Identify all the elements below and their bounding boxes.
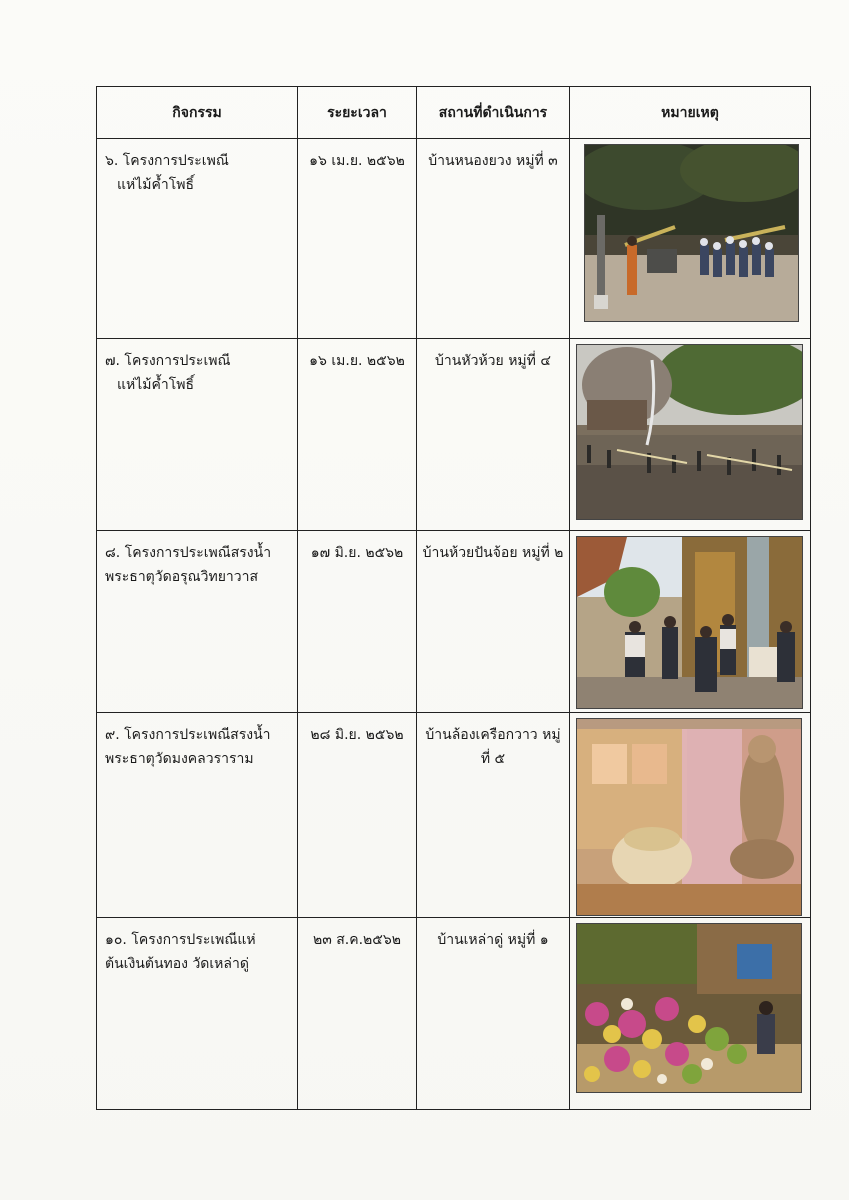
location-line: บ้านหัวห้วย หมู่ที่ ๔ xyxy=(435,353,551,369)
activity-subtitle: แห่ไม้ค้ำโพธิ์ xyxy=(117,177,195,193)
activity-title: ๙. โครงการประเพณีสรงน้ำ xyxy=(105,727,271,743)
location-cell xyxy=(417,713,570,918)
remark-cell xyxy=(570,918,811,1110)
location-line: บ้านเหล่าดู่ หมู่ที่ ๑ xyxy=(437,932,549,948)
location-cell xyxy=(417,531,570,713)
table-row xyxy=(97,139,811,339)
activity-cell xyxy=(97,139,298,339)
event-photo xyxy=(576,344,803,520)
activity-subtitle: พระธาตุวัดอรุณวิทยาวาส xyxy=(105,569,259,585)
activity-date: ๑๖ เม.ย. ๒๕๖๒ xyxy=(309,353,405,369)
activity-title: ๖. โครงการประเพณี xyxy=(105,153,229,169)
remark-cell xyxy=(570,139,811,339)
table-row xyxy=(97,918,811,1110)
activity-title: ๘. โครงการประเพณีสรงน้ำ xyxy=(105,545,272,561)
location-cell xyxy=(417,918,570,1110)
table-row xyxy=(97,339,811,531)
header-activity: กิจกรรม xyxy=(97,87,298,139)
activity-title: ๗. โครงการประเพณี xyxy=(105,353,231,369)
activity-date: ๑๖ เม.ย. ๒๕๖๒ xyxy=(309,153,405,169)
remark-cell xyxy=(570,339,811,531)
location-line: บ้านหนองยวง หมู่ที่ ๓ xyxy=(428,153,558,169)
date-cell xyxy=(298,531,417,713)
header-location: สถานที่ดำเนินการ xyxy=(417,87,570,139)
date-cell xyxy=(298,918,417,1110)
activity-title: ๑๐. โครงการประเพณีแห่ xyxy=(105,932,256,948)
location-line: หมู่ที่ ๕ xyxy=(480,727,561,767)
location-line: บ้านล้องเครือกวาว xyxy=(425,727,538,743)
location-line: หมู่ที่ ๒ xyxy=(521,545,564,561)
activity-subtitle: ต้นเงินต้นทอง วัดเหล่าดู่ xyxy=(105,956,249,972)
event-photo xyxy=(584,144,799,322)
table-row xyxy=(97,531,811,713)
activity-cell xyxy=(97,531,298,713)
event-photo xyxy=(576,536,803,709)
activity-table xyxy=(96,86,811,1110)
date-cell xyxy=(298,713,417,918)
activity-subtitle: พระธาตุวัดมงคลวราราม xyxy=(105,751,254,767)
header-remark: หมายเหตุ xyxy=(570,87,811,139)
activity-cell xyxy=(97,339,298,531)
activity-date: ๒๘ มิ.ย. ๒๕๖๒ xyxy=(310,727,404,743)
header-period: ระยะเวลา xyxy=(298,87,417,139)
activity-date: ๑๗ มิ.ย. ๒๕๖๒ xyxy=(310,545,404,561)
activity-cell xyxy=(97,713,298,918)
date-cell xyxy=(298,339,417,531)
location-cell xyxy=(417,339,570,531)
remark-cell xyxy=(570,713,811,918)
remark-cell xyxy=(570,531,811,713)
event-photo xyxy=(576,923,802,1093)
location-cell xyxy=(417,139,570,339)
table-header-row xyxy=(97,87,811,139)
location-line: บ้านห้วยปันจ้อย xyxy=(422,545,518,561)
activity-subtitle: แห่ไม้ค้ำโพธิ์ xyxy=(117,377,195,393)
event-photo xyxy=(576,718,802,916)
table-row xyxy=(97,713,811,918)
activity-date: ๒๓ ส.ค.๒๕๖๒ xyxy=(313,932,401,948)
activity-cell xyxy=(97,918,298,1110)
date-cell xyxy=(298,139,417,339)
